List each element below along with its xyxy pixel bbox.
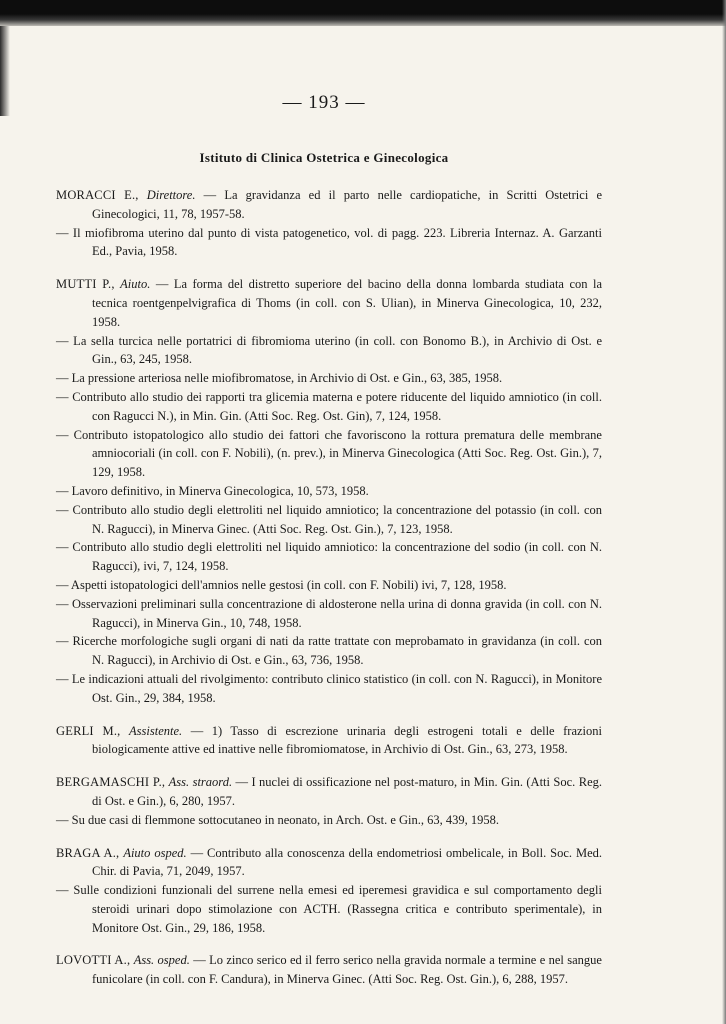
entry-text: — I nuclei di ossificazione nel post-maturo, in Min. Gin. (Atti Soc. Reg. di Ost. e Gin.), 6, 280, 1957.	[92, 775, 602, 808]
publication-entry: — Il miofibroma uterino dal punto di vista patogenetico, vol. di pagg. 223. Libreria Internaz. A. Garzanti Ed., Pavia, 1958.	[56, 225, 602, 259]
entry-text: — 1) Tasso di escrezione urinaria degli estrogeni totali e delle frazioni biologicamente attive ed inattive nelle fibromiomatose, in Archivio di Ost. Gin., 63, 273, 1958.	[92, 723, 602, 757]
author-name: MORACCI E.,	[56, 188, 139, 202]
author-role: Ass. osped.	[133, 953, 190, 968]
scan-right-edge	[722, 0, 726, 1024]
author-block	[56, 773, 602, 829]
author-role: Aiuto.	[120, 277, 151, 292]
publication-entry	[56, 186, 602, 224]
publication-entry: — Sulle condizioni funzionali del surrene nella emesi ed iperemesi gravidica e sul comportamento degli steroidi urinari dopo stimolazione con ACTH. (Rassegna critica e contributo sperimentale), in Monitore Ost. Gin., 29, 186, 1958.	[56, 883, 602, 935]
entry-text: — La gravidanza ed il parto nelle cardiopatiche, in Scritti Ostetrici e Ginecologici, 11, 78, 1957-58.	[92, 188, 603, 221]
author-role: Ass. straord.	[168, 775, 233, 790]
publication-entry: — Le indicazioni attuali del rivolgimento: contributo clinico statistico (in coll. con N. Ragucci), in Monitore Ost. Gin., 29, 384, 1958.	[56, 671, 602, 705]
author-block	[56, 275, 602, 707]
publication-entry: — Contributo istopatologico allo studio dei fattori che favoriscono la rottura prematura delle membrane amniocoriali (in coll. con F. Nobili), (n. prev.), in Minerva Ginecologica (Atti Soc. Reg. Ost. Gin.), 7, 129, 1958.	[56, 427, 602, 480]
publication-entry: — Contributo allo studio dei rapporti tra glicemia materna e potere riducente del liquido amniotico (in coll. con Ragucci N.), in Min. Gin. (Atti Soc. Reg. Ost. Gin), 7, 124, 1958.	[56, 389, 602, 423]
author-role: Aiuto osped.	[123, 845, 187, 860]
author-block	[56, 951, 602, 989]
author-role: Assistente.	[129, 723, 183, 738]
publication-entry: — Lavoro definitivo, in Minerva Ginecologica, 10, 573, 1958.	[56, 483, 369, 498]
publication-entry	[56, 773, 602, 811]
publication-entry: — La sella turcica nelle portatrici di fibromioma uterino (in coll. con Bonomo B.), in Archivio di Ost. e Gin., 63, 245, 1958.	[56, 333, 602, 367]
publication-entry: — Aspetti istopatologici dell'amnios nelle gestosi (in coll. con F. Nobili) ivi, 7, 128, 1958.	[56, 577, 507, 592]
section-title: Istituto di Clinica Ostetrica e Ginecologica	[199, 150, 449, 165]
author-role: Direttore.	[146, 188, 196, 202]
entry-text: — Lo zinco serico ed il ferro serico nella gravida normale a termine e nel sangue funicolare (in coll. con F. Candura), in Minerva Ginec. (Atti Soc. Reg. Ost. Gin.), 6, 288, 1957.	[92, 953, 602, 987]
publication-list	[56, 186, 602, 1003]
entry-text: — La forma del distretto superiore del bacino della donna lombarda studiata con la tecnica roentgenpelvigrafica di Thoms (in coll. con S. Ulian), in Minerva Ginecologica, 10, 232, 1958.	[92, 277, 602, 329]
author-name: BRAGA A.,	[56, 845, 120, 860]
entry-text: — Contributo alla conoscenza della endometriosi ombelicale, in Boll. Soc. Med. Chir. di Pavia, 71, 2049, 1957.	[92, 845, 603, 879]
scan-top-edge	[0, 0, 726, 26]
author-block	[56, 844, 602, 938]
author-name: LOVOTTI A.,	[56, 953, 131, 968]
publication-entry: — Contributo allo studio degli elettroliti nel liquido amniotico; la concentrazione del potassio (in coll. con N. Ragucci), in Minerva Ginec. (Atti Soc. Reg. Ost. Gin.), 7, 123, 1958.	[56, 502, 602, 536]
publication-entry: — Ricerche morfologiche sugli organi di nati da ratte trattate con meprobamato in gravidanza (in coll. con N. Ragucci), in Archivio di Ost. e Gin., 63, 736, 1958.	[56, 634, 602, 668]
publication-entry	[56, 722, 602, 760]
publication-entry: — Contributo allo studio degli elettroliti nel liquido amniotico: la concentrazione del sodio (in coll. con N. Ragucci), ivi, 7, 124, 1958.	[56, 540, 602, 574]
author-name: BERGAMASCHI P.,	[56, 775, 166, 790]
publication-entry: — La pressione arteriosa nelle miofibromatose, in Archivio di Ost. e Gin., 63, 385, 1958.	[56, 371, 503, 386]
publication-entry: — Osservazioni preliminari sulla concentrazione di aldosterone nella urina di donna gravida (in coll. con N. Ragucci), in Minerva Gin., 10, 748, 1958.	[56, 596, 602, 630]
page-number: — 193 —	[282, 92, 366, 113]
publication-entry: — Su due casi di flemmone sottocutaneo in neonato, in Arch. Ost. e Gin., 63, 439, 1958.	[56, 812, 499, 827]
publication-entry	[56, 844, 602, 882]
author-block	[56, 722, 602, 760]
publication-entry	[56, 951, 602, 989]
author-block	[56, 186, 602, 261]
author-name: GERLI M.,	[56, 723, 121, 738]
publication-entry	[56, 275, 602, 331]
author-name: MUTTI P.,	[56, 277, 115, 292]
